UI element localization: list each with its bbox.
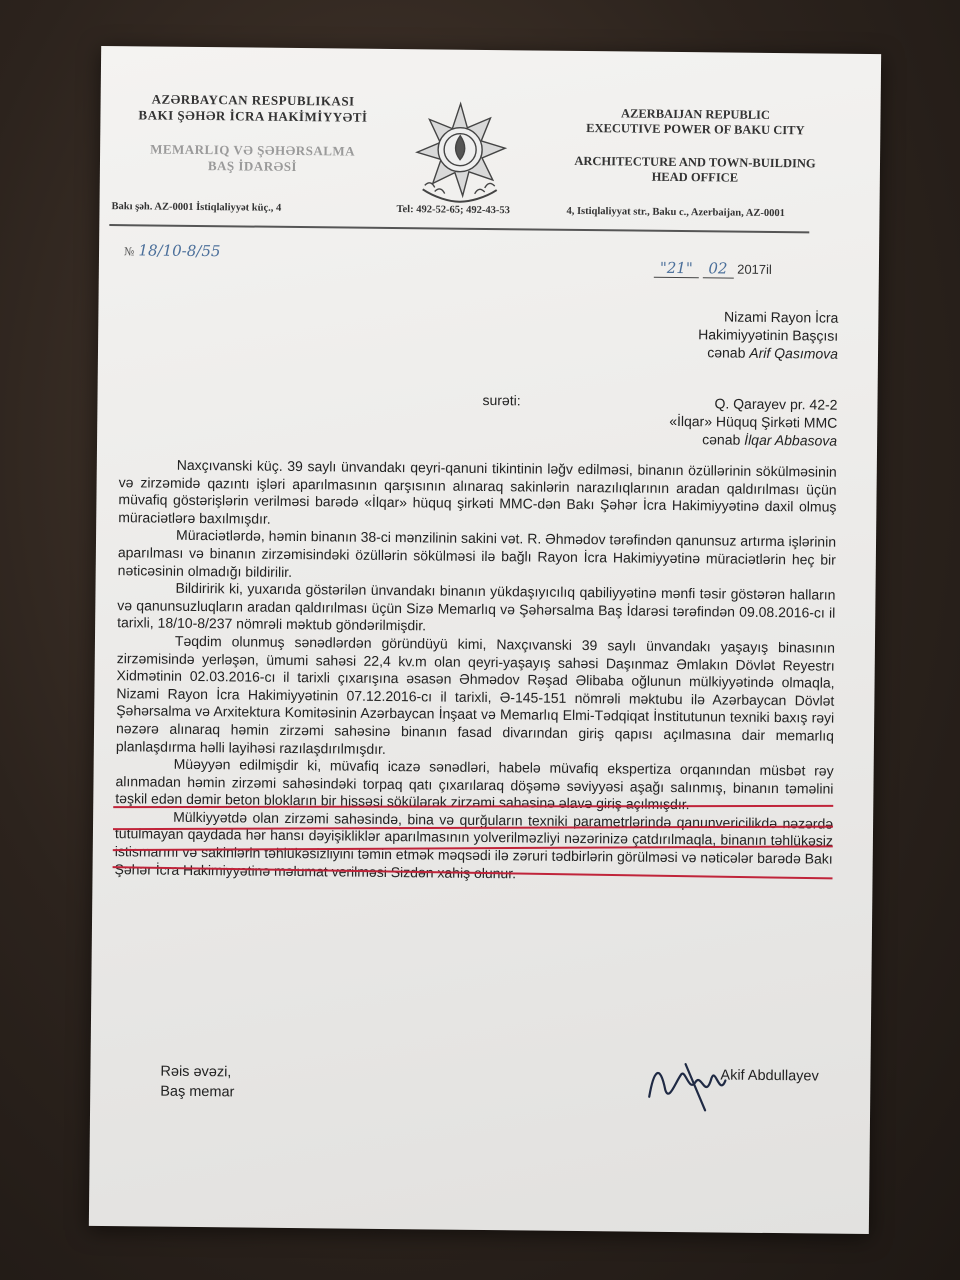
azerbaijan-state-emblem-icon <box>405 97 516 208</box>
header-left <box>110 91 396 176</box>
copy-line3 <box>597 429 837 450</box>
letter-page <box>89 46 881 1234</box>
copy-line2: «İlqar» Hüquq Şirkəti MMC <box>669 412 838 431</box>
header-divider <box>109 224 809 233</box>
reference-number-value: 18/10-8/55 <box>138 241 221 261</box>
copy-line1: Q. Qarayev pr. 42-2 <box>714 395 838 413</box>
paragraph-6: Mülkiyyətdə olan zirzəmi sahəsində, bina və qurğuların texniki parametrlərində qanunvericilikdə nəzərdə tutulmayan qaydada hər hansı dəyişikliklər aparılmasının yolverilməzliyi nəzərinizə çatdırılmaqla, binanın təhlükəsiz istismarını və sakinlərin təhlükəsizliyini təmin etmək məqsədi ilə zəruri tədbirlərin görülməsi və nəticələr barədə Bakı Şəhər İcra Hakimiyyətinə məlumat verilməsi Sizdən xahiş olunur. <box>114 808 834 881</box>
paragraph-3: Bildiririk ki, yuxarıda göstərilən ünvandakı binanın yükdaşıyıcılıq qabiliyyətinə mənfi təsir göstərən halların və qanunsuzluqların aradan qaldırılması üçün Sizə Memarlıq və Şəhərsalma Baş İdarəsi tərəfindən 09.08.2016-cı il tarixli, 18/10-8/237 nömrəli məktub göndərilmişdir. <box>117 579 836 634</box>
copy-label: surəti: <box>482 391 521 409</box>
header-right-line4: HEAD OFFICE <box>651 169 739 185</box>
header-left-line3: MEMARLIQ VƏ ŞƏHƏRSALMA <box>150 141 356 159</box>
paragraph-2: Müraciətlərdə, həmin binanın 38-ci mənzilinin sakini vət. R. Əhmədov tərəfindən qanunsuz artırma işlərinin aparılması və binanın zirzəmisindəki özüllərin sökülməsi ilə bağlı Rayon İcra Hakimiyyətinə müraciətlərin heç bir nəticəsinin olmadığı bildirilir. <box>117 527 837 580</box>
address-phone: Tel: 492-52-65; 492-43-53 <box>396 204 510 217</box>
header-right-line2: EXECUTIVE POWER OF BAKU CITY <box>586 121 805 138</box>
header-right <box>530 105 861 186</box>
copy-recipient-block <box>597 393 838 450</box>
addressee-block <box>638 307 839 363</box>
header-left-line2: BAKI ŞƏHƏR İCRA HAKİMİYYƏTİ <box>138 107 368 125</box>
paragraph-5-highlighted: Müəyyən edilmişdir ki, müvafiq icazə sənədləri, habelə müvafiq ekspertiza orqanından müsbət rəy alınmadan həmin zirzəmi sahəsindəki torpaq qatı çıxarılaraq döşəmə səviyyəsi aşağı salınmış, binanın təməlini təşkil edən dəmir beton blokların bir hissəsi sökülərək zirzəmi sahəsinə əlavə giriş açılmışdır. <box>115 755 834 813</box>
paragraph-4: Təqdim olunmuş sənədlərdən göründüyü kimi, Naxçıvanski 39 saylı ünvandakı yaşayış binasının zirzəmisində yerləşən, ümumi sahəsi 22,4 kv.m olan qeyri-yaşayış sahəsi Daşınmaz Əmlakın Dövlət Reyestrı Xidmətinin 02.03.2016-cı il tarixli çıxarışına əsasən Əhmədov Rəşad Əlibaba oğlunun mülkiyyətində olmaqla, Nizami Rayon İcra Hakimiyyətinin 07.12.2016-cı il tarixli, Ə-145-151 nömrəli məktubu ilə Azərbaycan Dövlət Şəhərsalma və Arxitektura Komitəsinin Azərbaycan İnşaat və Memarlıq Elmi-Tədqiqat İnstitutunun texniki baxış rəyi nəzərə alınaraq həmin zirzəmi sahəsinə binanın fasad divarından giriş qapısı açılmasına dair memarlıq planlaşdırma həlli layihəsi razılaşdırılmışdır. <box>115 632 836 757</box>
letter-date <box>654 259 772 279</box>
signatory-name: Akif Abdullayev <box>720 1067 819 1085</box>
addressee-name: Arif Qasımova <box>749 344 839 362</box>
header-left-line4: BAŞ İDARƏSİ <box>207 158 298 175</box>
addressee-line2: Hakimiyyətinin Başçısı <box>698 326 839 344</box>
address-international: 4, Istiqlaliyyat str., Baku c., Azerbaijan, AZ-0001 <box>566 205 785 220</box>
header-right-line3: ARCHITECTURE AND TOWN-BUILDING <box>574 153 816 171</box>
paragraph-1: Naxçıvanski küç. 39 saylı ünvandakı qeyri-qanuni tikintinin ləğv edilməsi, binanın özüllərinin sökülməsinin və zirzəmidə qazıntı işləri aparılmasının qarşısının alınaraq sakinlərin narazılıqlarının aradan qaldırılması üçün müvafiq göstərişlərin verilməsi barədə «İlqar» hüquq şirkəti MMC-dən Bakı Şəhər İcra Hakimiyyətinə daxil olmuş müraciətlərə baxılmışdır. <box>118 456 837 527</box>
addressee-line1: Nizami Rayon İcra <box>723 308 839 326</box>
copy-salutation: cənab <box>702 431 745 448</box>
date-month: 02 <box>702 259 733 278</box>
signatory-title-line2: Baş memar <box>160 1083 235 1101</box>
date-day: "21" <box>654 259 699 278</box>
addressee-salutation: cənab <box>707 344 750 361</box>
address-local: Bakı şəh. AZ-0001 İstiqlaliyyət küç., 4 <box>111 201 282 214</box>
reference-number <box>124 241 221 260</box>
signatory-title-line1: Rəis əvəzi, <box>160 1063 232 1081</box>
header-left-line1: AZƏRBAYCAN RESPUBLIKASI <box>151 91 355 109</box>
date-year: 2017il <box>737 261 772 277</box>
signatory-title <box>160 1062 235 1103</box>
number-sign: № <box>123 245 135 259</box>
header-right-line1: AZERBAIJAN REPUBLIC <box>620 106 771 122</box>
letter-body <box>114 456 836 886</box>
addressee-line3 <box>638 343 838 363</box>
copy-name: İlqar Abbasova <box>744 431 838 449</box>
